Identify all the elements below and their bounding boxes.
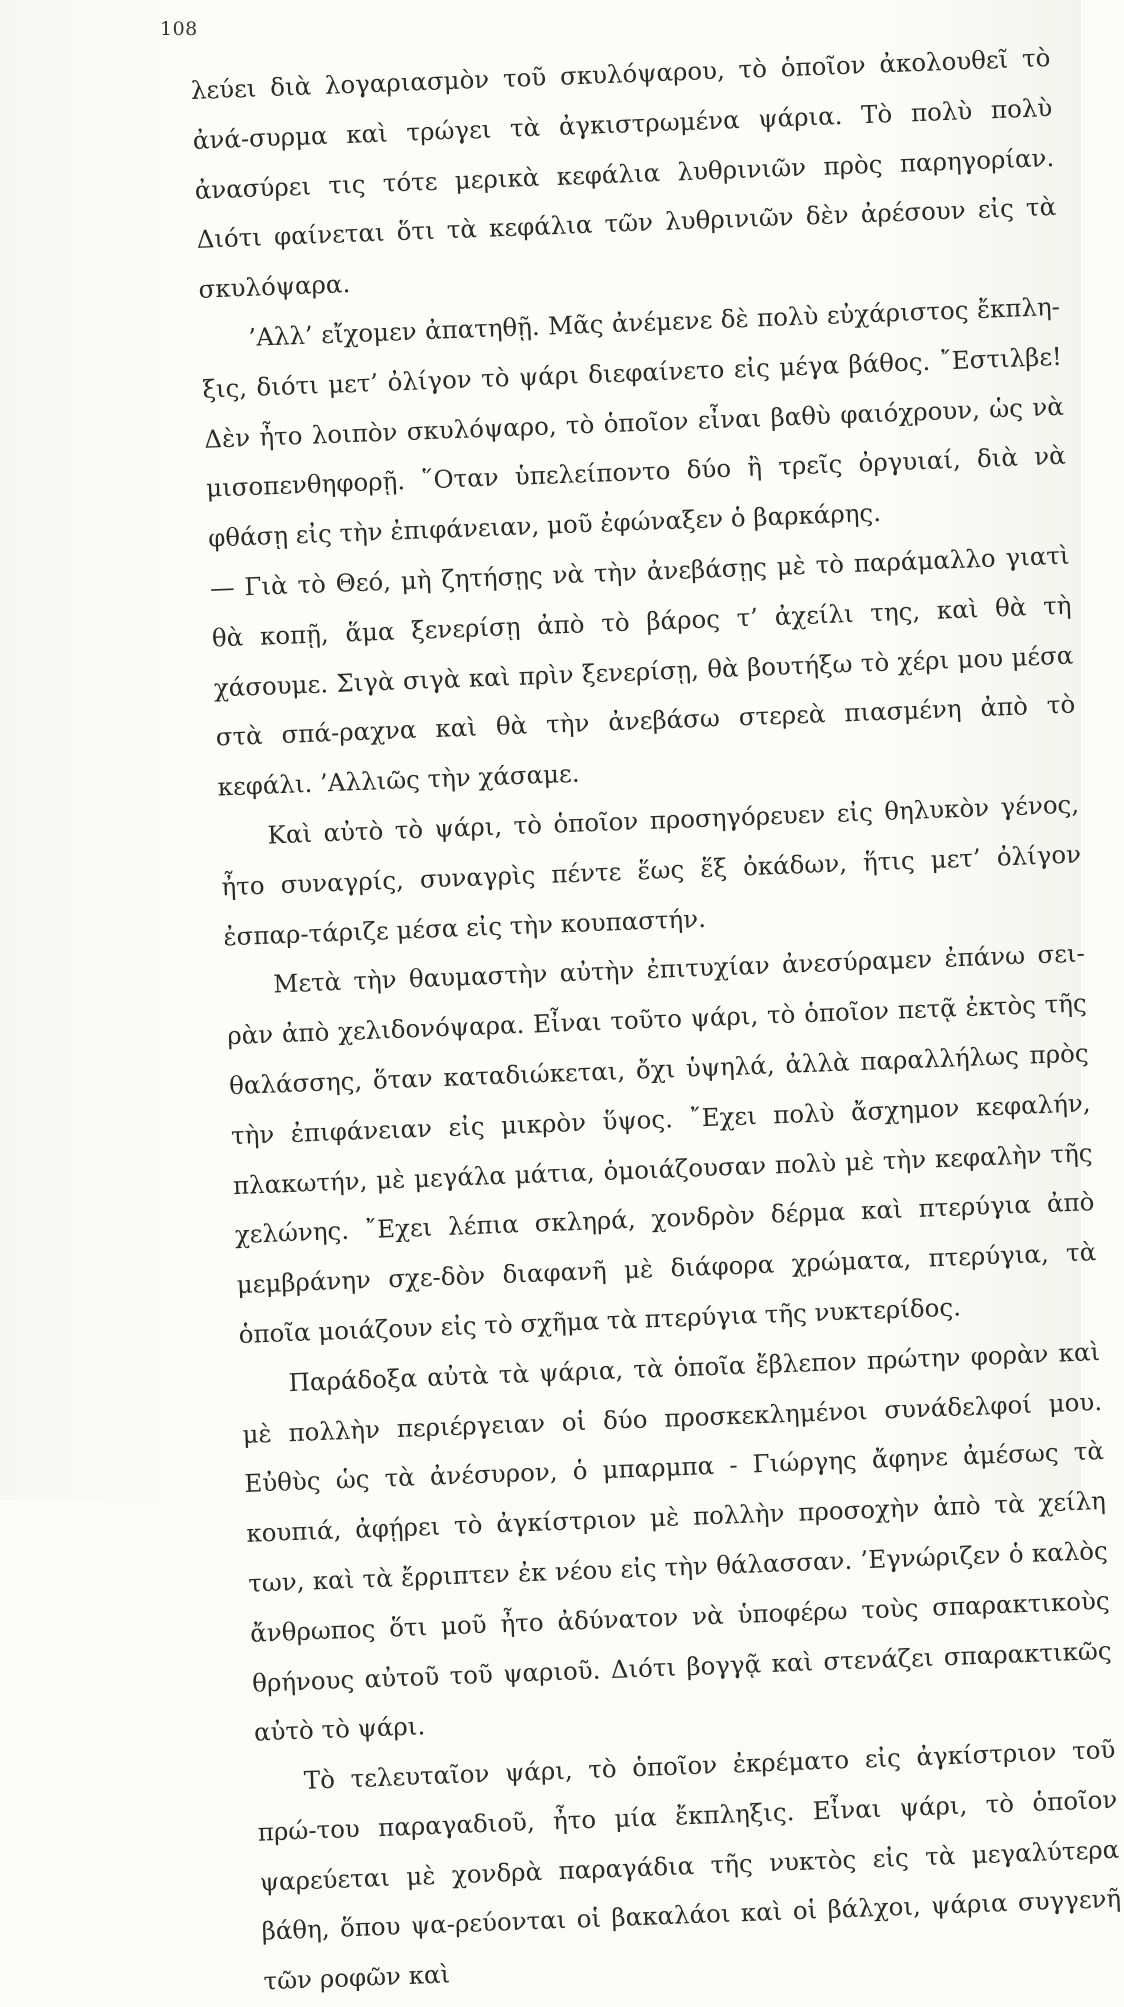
paragraph-5: Μετὰ τὴν θαυμαστὴν αὐτὴν ἐπιτυχίαν ἀνεσύραμεν ἐπάνω σει-ρὰν ἀπὸ χελιδονόψαρα. Εἶναι τοῦτο ψάρι, τὸ ὁποῖον πετᾷ ἐκτὸς τῆς θαλάσσης, ὅταν καταδιώκεται, ὄχι ὑψηλά, ἀλλὰ παραλλήλως πρὸς τὴν ἐπιφάνειαν εἰς μικρὸν ὕψος. ῎Εχει πολὺ ἄσχημον κεφαλήν, πλακωτήν, μὲ μεγάλα μάτια, ὁμοιάζουσαν πολὺ μὲ τὴν κεφαλὴν τῆς χελώνης. ῎Εχει λέπια σκληρά, χονδρὸν δέρμα καὶ πτερύγια ἀπὸ μεμβράνην σχε-δὸν διαφανῆ μὲ διάφορα χρώματα, πτερύγια, τὰ ὁποῖα μοιάζουν εἰς τὸ σχῆμα τὰ πτερύγια τῆς νυκτερίδος. — [226, 938, 1097, 1349]
page-number: 108 — [160, 18, 198, 40]
paragraph-3-dialogue: — Γιὰ τὸ Θεό, μὴ ζητήσῃς νὰ τὴν ἀνεβάσῃς μὲ τὸ παράμαλλο γιατὶ θὰ κοπῇ, ἅμα ξενερίσῃ ἀπὸ τὸ βάρος τ’ ἀχείλι της, καὶ θὰ τὴ χάσουμε. Σιγὰ σιγὰ καὶ πρὶν ξενερίσῃ, θὰ βουτήξω τὸ χέρι μου μέσα στὰ σπά-ραχνα καὶ θὰ τὴν ἀνεβάσω στερεὰ πιασμένη ἀπὸ τὸ κεφάλι. ’Αλλιῶς τὴν χάσαμε. — [209, 540, 1076, 802]
paragraph-1: λεύει διὰ λογαριασμὸν τοῦ σκυλόψαρου, τὸ ὁποῖον ἀκολουθεῖ τὸ ἀνά-συρμα καὶ τρώγει τὰ ἀγκιστρωμένα ψάρια. Τὸ πολὺ πολὺ ἀνασύρει τις τότε μερικὰ κεφάλια λυθρινιῶν πρὸς παρηγορίαν. Διότι φαίνεται ὅτι τὰ κεφάλια τῶν λυθρινιῶν δὲν ἀρέσουν εἰς τὰ σκυλόψαρα. — [190, 42, 1057, 305]
paragraph-4: Καὶ αὐτὸ τὸ ψάρι, τὸ ὁποῖον προσηγόρευεν εἰς θηλυκὸν γένος, ἦτο συναγρίς, συναγρὶς πέντε ἕως ἕξ ὀκάδων, ἥτις μετ’ ὀλίγον ἐσπαρ-τάριζε μέσα εἰς τὴν κουπαστήν. — [220, 789, 1082, 951]
paragraph-7: Τὸ τελευταῖον ψάρι, τὸ ὁποῖον ἐκρέματο εἰς ἀγκίστριον τοῦ πρώ-του παραγαδιοῦ, ἦτο μία ἔκπληξις. Εἶναι ψάρι, τὸ ὁποῖον ψαρεύεται μὲ χονδρὰ παραγάδια τῆς νυκτὸς εἰς τὰ μεγαλύτερα βάθη, ὅπου ψα-ρεύονται οἱ βακαλάοι καὶ οἱ βάλχοι, ψάρια συγγενῆ τῶν ροφῶν καὶ — [257, 1734, 1122, 1996]
paragraph-6: Παράδοξα αὐτὰ τὰ ψάρια, τὰ ὁποῖα ἔβλεπον πρώτην φορὰν καὶ μὲ πολλὴν περιέργειαν οἱ δύο προσκεκλημένοι συνάδελφοί μου. Εὐθὺς ὡς τὰ ἀνέσυρον, ὁ μπαρμπα - Γιώργης ἄφηνε ἀμέσως τὰ κουπιά, ἀφῄρει τὸ ἀγκίστριον μὲ πολλὴν προσοχὴν ἀπὸ τὰ χείλη των, καὶ τὰ ἔρριπτεν ἐκ νέου εἰς τὴν θάλασσαν. ’Εγνώριζεν ὁ καλὸς ἄνθρωπος ὅτι μοῦ ἦτο ἀδύνατον νὰ ὑποφέρω τοὺς σπαρακτικοὺς θρήνους αὐτοῦ τοῦ ψαριοῦ. Διότι βογγᾷ καὶ στενάζει σπαρακτικῶς αὐτὸ τὸ ψάρι. — [241, 1336, 1113, 1748]
paragraph-2: ’Αλλ’ εἴχομεν ἀπατηθῇ. Μᾶς ἀνέμενε δὲ πολὺ εὐχάριστος ἔκπλη-ξις, διότι μετ’ ὀλίγον τὸ ψάρι διεφαίνετο εἰς μέγα βάθος. ῎Εστιλβε! Δὲν ἦτο λοιπὸν σκυλόψαρο, τὸ ὁποῖον εἶναι βαθὺ φαιόχρουν, ὡς νὰ μισοπενθηφορῇ. ῞Οταν ὑπελείποντο δύο ἢ τρεῖς ὀργυιαί, διὰ νὰ φθάσῃ εἰς τὴν ἐπιφάνειαν, μοῦ ἐφώναξεν ὁ βαρκάρης. — [201, 291, 1067, 553]
body-text — [190, 33, 1124, 2007]
